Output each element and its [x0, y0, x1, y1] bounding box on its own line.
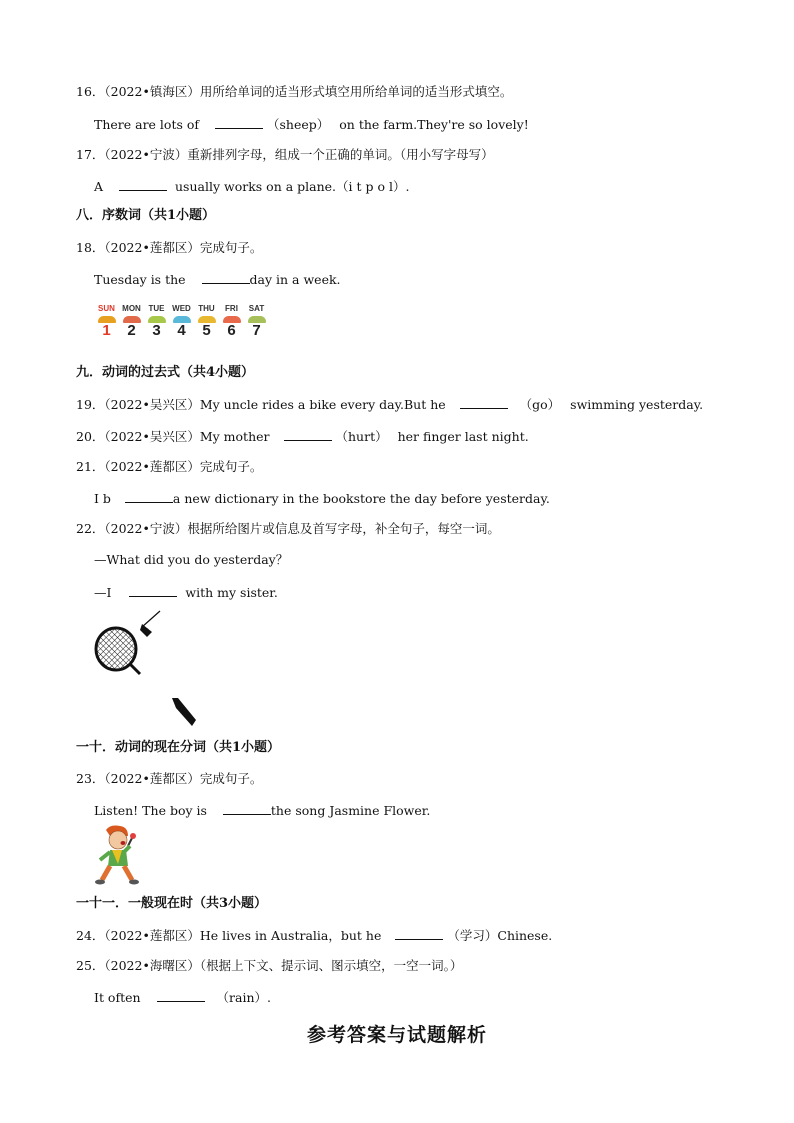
question-16-sentence: There are lots of （sheep） on the farm.They're so lovely! [94, 117, 529, 132]
question-prefix: 16．（2022•镇海区） [76, 84, 200, 99]
answer-blank[interactable] [157, 989, 205, 1002]
shuttlecock-icon [140, 611, 160, 637]
question-18 [76, 240, 262, 256]
question-25-sentence: It often （rain）. [94, 990, 271, 1005]
answer-blank[interactable] [223, 802, 271, 815]
question-prefix: 17．（2022•宁波） [76, 147, 188, 162]
answer-blank[interactable] [395, 927, 443, 940]
question-21 [76, 459, 262, 475]
question-24: 24．（2022•莲都区）He lives in Australia，but he （学习）Chinese. [76, 928, 553, 943]
question-instruction: 完成句子。 [199, 240, 263, 255]
question-instruction: 重新排列字母，组成一个正确的单词。（用小写字母写） [187, 147, 494, 162]
question-18-sentence: Tuesday is the day in a week. [94, 272, 341, 287]
question-prefix: 21．（2022•莲都区） [76, 459, 200, 474]
racket-grip-icon [172, 698, 196, 726]
question-instruction: 根据所给图片或信息及首写字母，补全句子，每空一词。 [187, 521, 500, 536]
day-number: 3 [152, 322, 161, 339]
question-prefix: 22．（2022•宁波） [76, 521, 188, 536]
week-day-tue [145, 304, 168, 338]
racket-icon [96, 628, 136, 670]
question-22-line2: —I with my sister. [94, 585, 278, 600]
question-prefix: 23．（2022•莲都区） [76, 771, 200, 786]
answer-blank[interactable] [202, 271, 250, 284]
week-day-mon [120, 304, 143, 338]
answer-blank[interactable] [284, 428, 332, 441]
week-day-fri [220, 304, 243, 338]
week-day-thu [195, 304, 218, 338]
badminton-image [92, 606, 202, 730]
day-number: 4 [177, 322, 186, 339]
day-number: 6 [227, 322, 236, 339]
question-prefix: 20．（2022•吴兴区） [76, 429, 200, 444]
question-22-line1: —What did you do yesterday？ [94, 552, 289, 567]
question-prefix: 19．（2022•吴兴区） [76, 397, 200, 412]
question-17-sentence: A usually works on a plane.（i t p o l）. [94, 179, 410, 194]
question-prefix: 24．（2022•莲都区） [76, 928, 200, 943]
answers-section-title: 参考答案与试题解析 [306, 1024, 487, 1046]
day-name: MON [122, 304, 141, 313]
day-name: TUE [148, 304, 165, 313]
day-number: 7 [252, 322, 261, 339]
day-number: 5 [202, 322, 211, 339]
day-name: FRI [225, 304, 238, 313]
question-23-sentence: Listen! The boy is the song Jasmine Flower. [94, 803, 431, 818]
question-23 [76, 771, 262, 787]
week-day-wed [170, 304, 193, 338]
question-20: 20．（2022•吴兴区）My mother （hurt） her finger last night. [76, 429, 529, 444]
section-heading-11: 一十一．一般现在时（共3小题） [76, 896, 268, 911]
section-heading-8: 八．序数词（共1小题） [76, 208, 216, 223]
question-25 [76, 958, 462, 974]
day-number: 1 [102, 322, 111, 339]
question-21-sentence: I b a new dictionary in the bookstore the day before yesterday. [94, 491, 550, 506]
day-name: SUN [98, 304, 115, 313]
answer-blank[interactable] [125, 490, 173, 503]
week-day-sat [245, 304, 268, 338]
question-prefix: 18．（2022•莲都区） [76, 240, 200, 255]
answer-blank[interactable] [119, 178, 167, 191]
section-heading-10: 一十．动词的现在分词（共1小题） [76, 740, 281, 755]
day-name: WED [172, 304, 191, 313]
week-day-sun [95, 304, 118, 338]
microphone-icon [130, 833, 136, 839]
answer-blank[interactable] [460, 396, 508, 409]
question-16 [76, 84, 512, 100]
answer-blank[interactable] [215, 116, 263, 129]
question-instruction: 用所给单词的适当形式填空用所给单词的适当形式填空。 [199, 84, 513, 99]
question-19: 19．（2022•吴兴区）My uncle rides a bike every day.But he （go） swimming yesterday. [76, 397, 704, 412]
question-instruction: 完成句子。 [199, 459, 263, 474]
question-instruction: 完成句子。 [199, 771, 263, 786]
question-instruction: （根据上下文、提示词、图示填空，一空一词。） [199, 958, 463, 973]
week-calendar-image [95, 304, 268, 338]
answer-blank[interactable] [129, 584, 177, 597]
question-17 [76, 147, 494, 163]
question-prefix: 25．（2022•海曙区） [76, 958, 200, 973]
section-heading-9: 九．动词的过去式（共4小题） [76, 365, 255, 380]
day-number: 2 [127, 322, 136, 339]
singing-boy-image [92, 824, 162, 886]
question-22 [76, 521, 500, 537]
day-name: THU [198, 304, 215, 313]
day-name: SAT [248, 304, 265, 313]
